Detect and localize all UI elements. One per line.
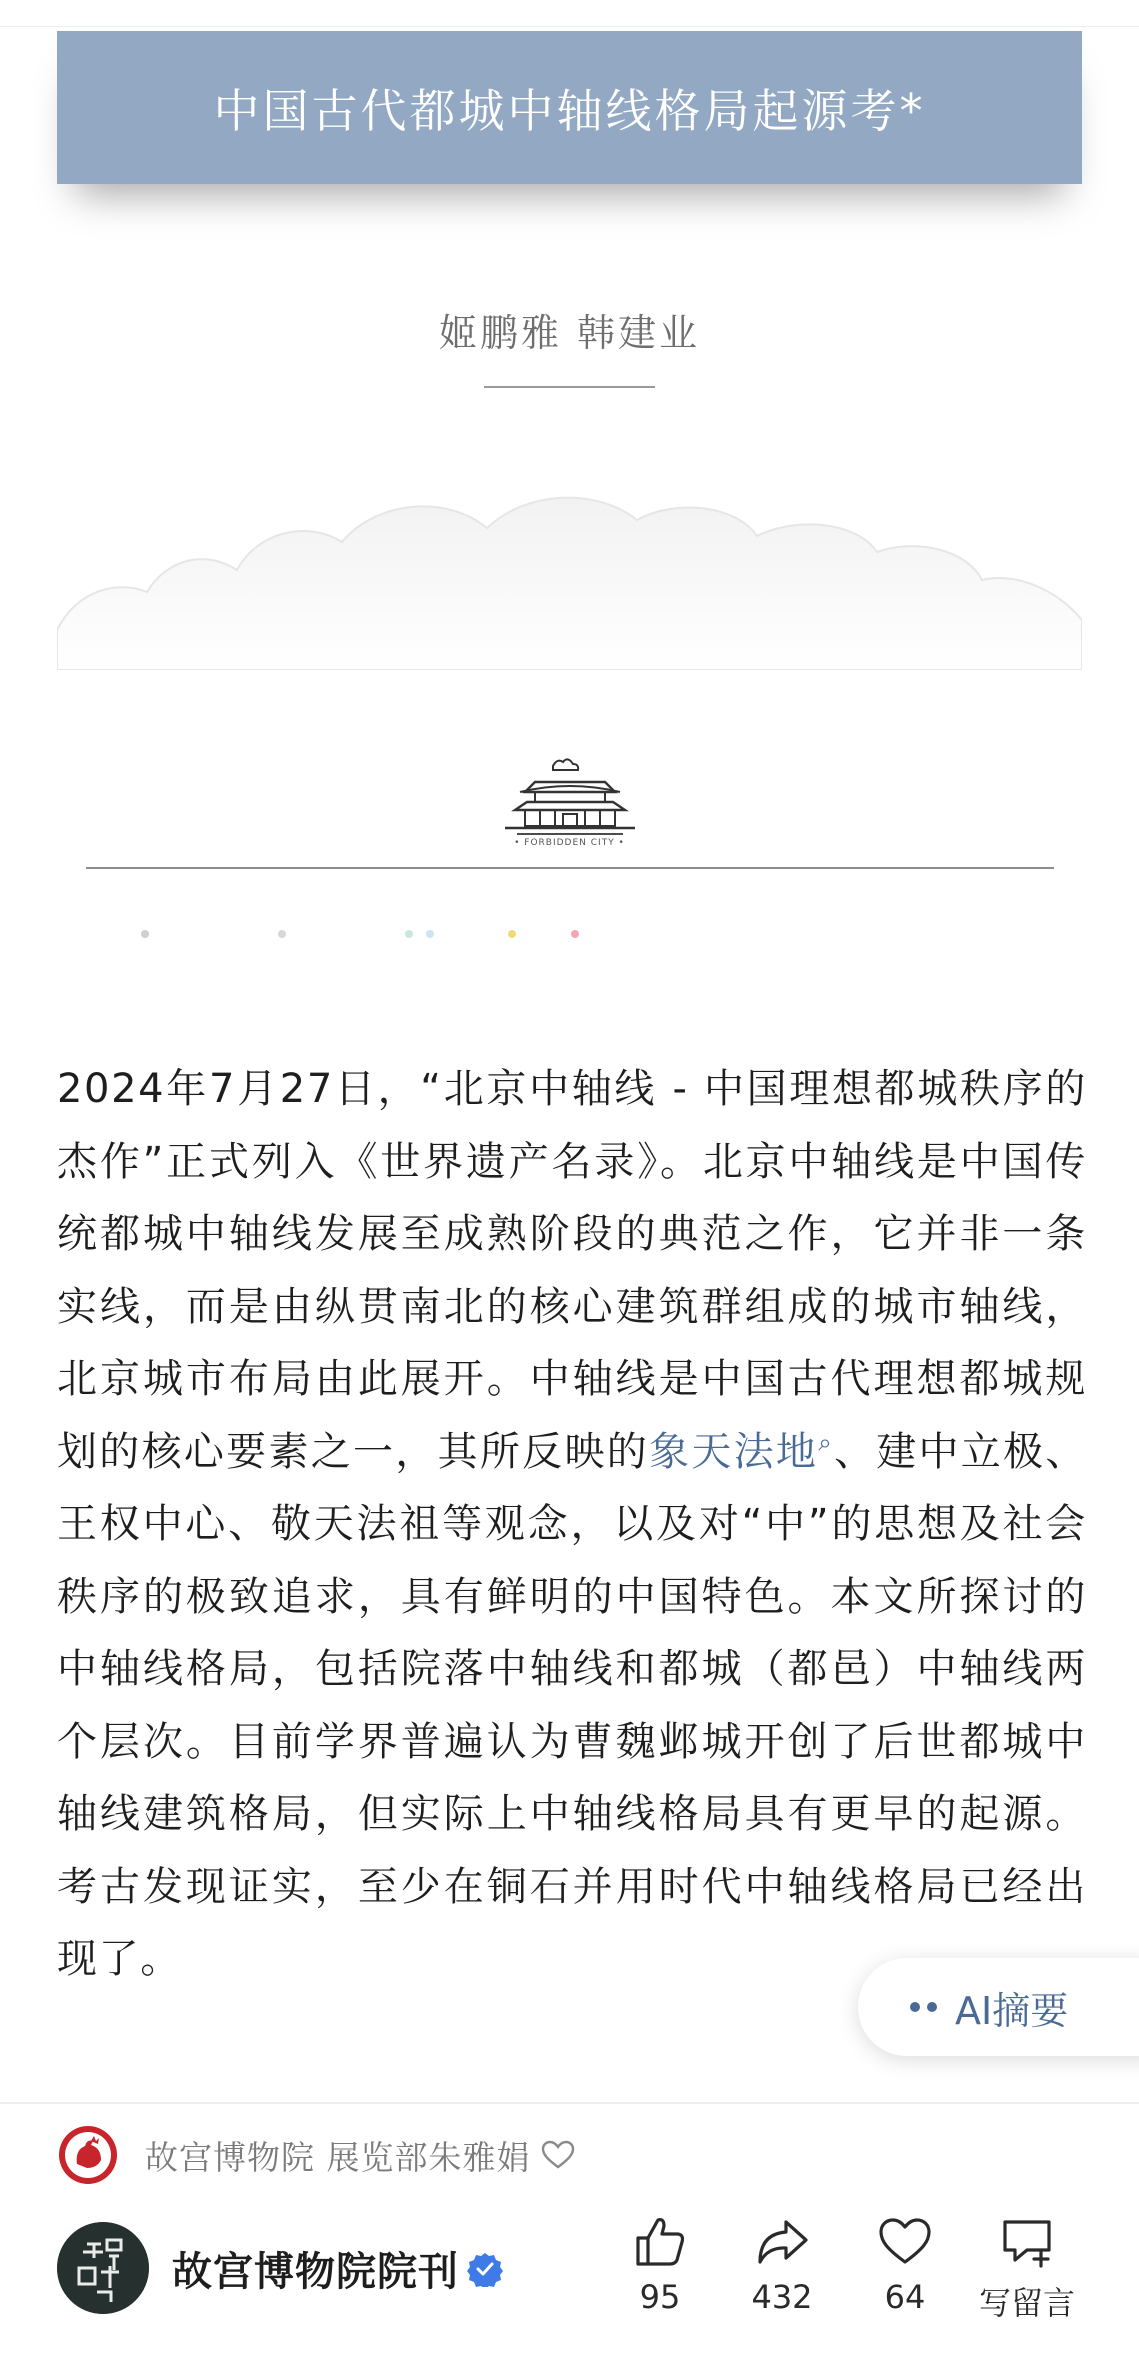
seal-logo-icon — [57, 2222, 149, 2314]
emblem-caption: • FORBIDDEN CITY • — [514, 838, 625, 848]
article-body — [57, 1053, 1087, 1996]
favorite-button[interactable] — [845, 2214, 965, 2316]
author-divider — [484, 386, 655, 388]
article-authors: 姬鹏雅 韩建业 — [438, 311, 701, 355]
comment-plus-icon — [997, 2214, 1057, 2270]
decor-dot — [405, 930, 413, 938]
article-text: 2024年7月27日，“北京中轴线 - 中国理想都城秩序的杰作”正式列入《世界遗产名录》。北京中轴线是中国传统都城中轴线发展至成熟阶段的典范之作，它并非一条实线，而是由纵贯南北的核心建筑群组成的城市轴线，北京城市布局由此展开。中轴线是中国古代理想都城规划的核心要素之一，其所反映的 — [57, 1066, 1087, 1475]
clouds-illustration — [57, 480, 1082, 670]
account-name[interactable] — [172, 2240, 503, 2297]
ai-summary-button[interactable] — [858, 1958, 1139, 2056]
search-icon[interactable]: ⌕ — [818, 1428, 834, 1457]
top-strip — [0, 0, 1139, 27]
decor-dot — [141, 930, 149, 938]
ai-dots-icon — [910, 2002, 937, 2012]
ground-divider — [86, 867, 1054, 869]
article-title: 中国古代都城中轴线格局起源考* — [213, 83, 926, 138]
thumbs-up-icon — [632, 2214, 688, 2270]
ai-summary-label: AI摘要 — [955, 1988, 1069, 2033]
share-button[interactable] — [722, 2214, 842, 2316]
title-banner — [57, 31, 1082, 184]
account-name-text: 故宫博物院院刊 — [172, 2249, 459, 2295]
decor-dot — [426, 930, 434, 938]
like-count: 95 — [639, 2278, 681, 2316]
verified-badge-icon — [467, 2251, 503, 2287]
comment-button[interactable] — [967, 2214, 1087, 2324]
share-arrow-icon — [754, 2214, 810, 2270]
rooster-logo-icon — [57, 2124, 119, 2186]
comment-label: 写留言 — [978, 2284, 1075, 2322]
share-count: 432 — [751, 2278, 813, 2316]
footer-divider — [0, 2102, 1139, 2104]
source-row[interactable] — [57, 2124, 575, 2186]
decor-dot — [278, 930, 286, 938]
heart-icon — [877, 2214, 933, 2270]
heart-outline-icon[interactable] — [541, 2140, 575, 2170]
source-text: 故宫博物院 展览部朱雅娟 — [145, 2137, 531, 2177]
like-button[interactable] — [600, 2214, 720, 2316]
decor-dot — [508, 930, 516, 938]
favorite-count: 64 — [884, 2278, 926, 2316]
forbidden-city-emblem-icon — [495, 752, 645, 852]
article-text: 、建中立极、王权中心、敬天法祖等观念，以及对“中”的思想及社会秩序的极致追求，具有鲜明的中国特色。本文所探讨的中轴线格局，包括院落中轴线和都城（都邑）中轴线两个层次。目前学界普遍认为曹魏邺城开创了后世都城中轴线建筑格局，但实际上中轴线格局具有更早的起源。考古发现证实，至少在铜石并用时代中轴线格局已经出现了。 — [57, 1428, 1087, 1982]
keyword-link[interactable]: 象天法地 — [649, 1428, 819, 1475]
account-avatar[interactable] — [57, 2222, 149, 2314]
decor-dot — [571, 930, 579, 938]
